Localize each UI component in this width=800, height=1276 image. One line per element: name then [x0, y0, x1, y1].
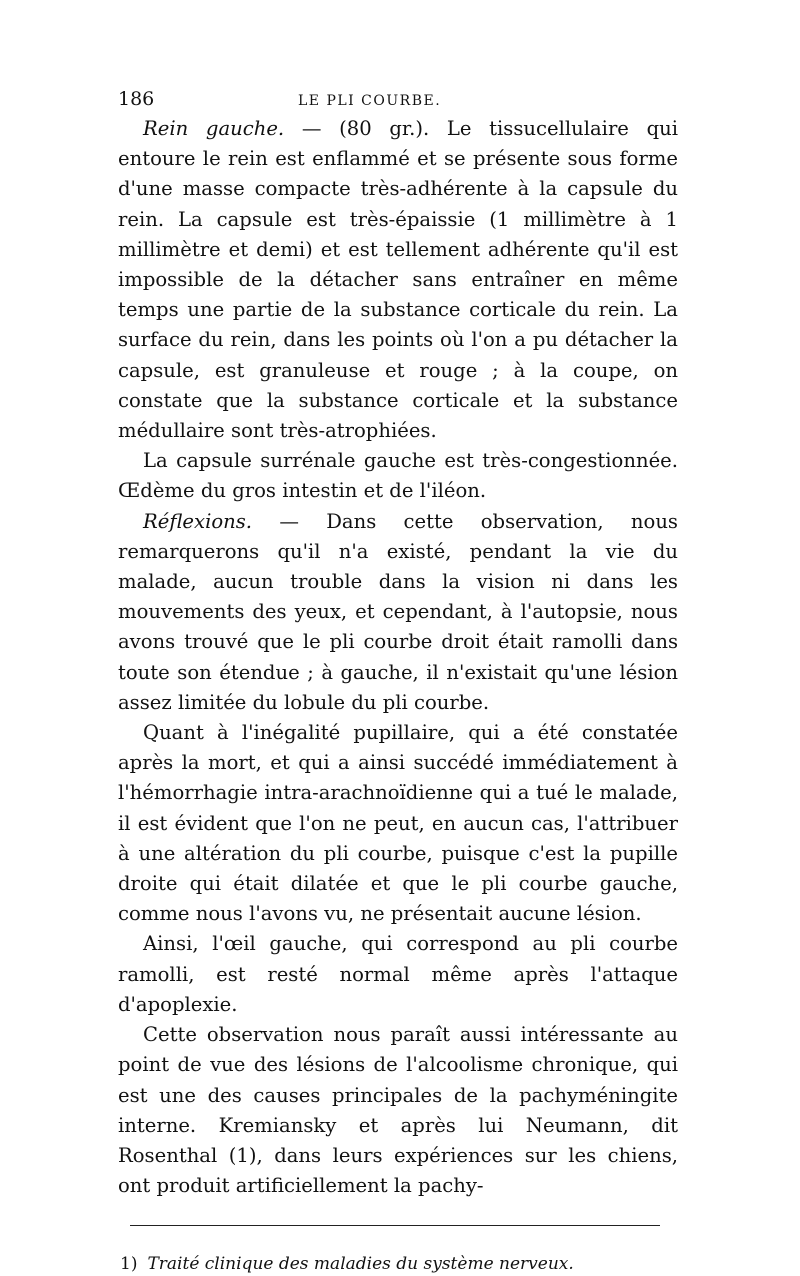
paragraph-capsule-surrenale	[118, 446, 678, 506]
paragraph-inegalite-pupillaire	[118, 718, 678, 929]
running-title: LE PLI COURBE.	[298, 93, 442, 109]
page-header	[118, 88, 678, 114]
paragraph-text: — Dans cette observation, nous remarquerons qu'il n'a existé, pendant la vie du malade, aucun trouble dans la vision ni dans les mouvements des yeux, et cependant, à l'autopsie, nous avons trouvé que le pli courbe droit était ramolli dans toute son étendue ; à gauche, il n'existait qu'une lésion assez limitée du lobule du pli courbe.	[118, 509, 678, 714]
page-number: 186	[118, 88, 155, 110]
paragraph-lead: Réflexions.	[143, 509, 253, 533]
paragraph-text: Quant à l'inégalité pupillaire, qui a été constatée après la mort, et qui a ainsi succédé immédiatement à l'hémorrhagie intra-arachnoïdienne qui a tué le malade, il est évident que l'on ne peut, en aucun cas, l'attribuer à une altération du pli courbe, puisque c'est la pupille droite qui était dilatée et que le pli courbe gauche, comme nous l'avons vu, ne présentait aucune lésion.	[118, 721, 678, 926]
footnote	[120, 1252, 678, 1276]
page-body	[118, 114, 678, 1201]
paragraph-lead: Rein gauche.	[143, 117, 285, 140]
paragraph-alcoolisme	[118, 1020, 678, 1201]
paragraph-reflexions	[118, 507, 678, 718]
paragraph-oeil-gauche	[118, 929, 678, 1020]
footnote-mark: 1)	[120, 1254, 138, 1275]
book-page	[118, 88, 678, 1276]
paragraph-text: La capsule surrénale gauche est très-congestionnée. Œdème du gros intestin et de l'iléon.	[118, 449, 678, 503]
paragraph-text: Ainsi, l'œil gauche, qui correspond au pli courbe ramolli, est resté normal même après l'attaque d'apoplexie.	[118, 932, 678, 1016]
paragraph-rein-gauche	[118, 114, 678, 446]
footnote-text: Traité clinique des maladies du système nerveux.	[147, 1254, 574, 1275]
paragraph-text: — (80 gr.). Le tissucellulaire qui entoure le rein est enflammé et se présente sous forme d'une masse compacte très-adhérente à la capsule du rein. La capsule est très-épaissie (1 millimètre à 1 millimètre et demi) et est tellement adhérente qu'il est impossible de la détacher sans entraîner en même temps une partie de la substance corticale du rein. La surface du rein, dans les points où l'on a pu détacher la capsule, est granuleuse et rouge ; à la coupe, on constate que la substance corticale et la substance médullaire sont très-atrophiées.	[118, 117, 678, 443]
footnote-divider	[130, 1225, 660, 1226]
paragraph-text: Cette observation nous paraît aussi intéressante au point de vue des lésions de l'alcoolisme chronique, qui est une des causes principales de la pachyméningite interne. Kremiansky et après lui Neumann, dit Rosenthal (1), dans leurs expériences sur les chiens, ont produit artificiellement la pachy-	[118, 1023, 678, 1198]
